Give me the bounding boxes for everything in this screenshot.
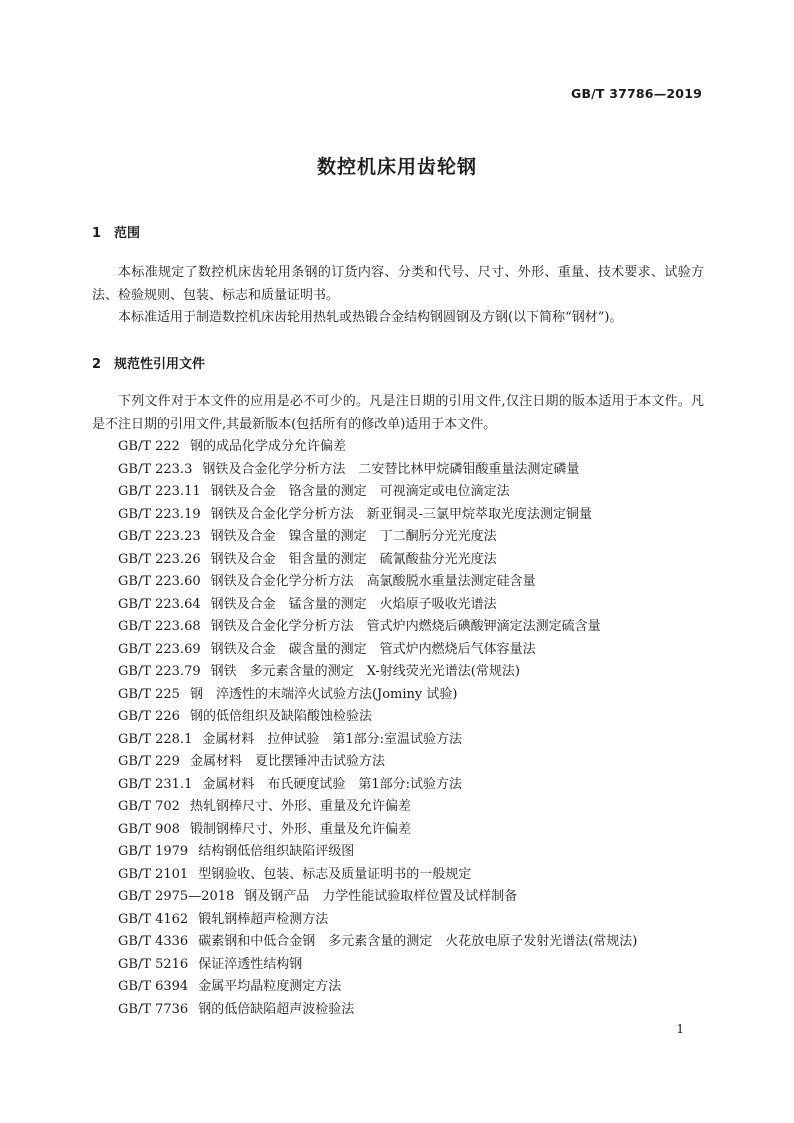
reference-item — [118, 751, 718, 774]
reference-code: GB/T 223.60 — [118, 574, 201, 589]
reference-item — [118, 954, 718, 977]
reference-item — [118, 504, 718, 527]
reference-code: GB/T 908 — [118, 821, 180, 837]
standard-code: GB/T 37786—2019 — [570, 86, 702, 101]
reference-item — [118, 729, 718, 752]
reference-title: 型钢验收、包装、标志及质量证明书的一般规定 — [198, 866, 472, 882]
reference-code: GB/T 4336 — [118, 934, 189, 949]
reference-title: 锻制钢棒尺寸、外形、重量及允许偏差 — [189, 821, 411, 837]
reference-code: GB/T 225 — [118, 686, 180, 702]
reference-code: GB/T 1979 — [118, 844, 189, 859]
reference-title: 金属材料 布氏硬度试验 第1部分:试验方法 — [202, 776, 462, 792]
reference-code: GB/T 228.1 — [118, 731, 193, 747]
reference-title: 钢的低倍组织及缺陷酸蚀检验法 — [189, 709, 372, 724]
reference-title: 钢及钢产品 力学性能试验取样位置及试样制备 — [244, 889, 518, 904]
reference-item — [118, 616, 718, 639]
section-1-paragraph-2: 本标准适用于制造数控机床齿轮用热轧或热锻合金结构钢圆钢及方钢(以下简称“钢材”)。 — [118, 310, 623, 325]
reference-title: 钢铁及合金化学分析方法 新亚铜灵-三氯甲烷萃取光度法测定铜量 — [210, 506, 593, 522]
document-title: 数控机床用齿轮钢 — [316, 156, 477, 178]
reference-item — [118, 684, 718, 707]
reference-title: 钢铁及合金 碳含量的测定 管式炉内燃烧后气体容量法 — [210, 641, 536, 657]
reference-item — [118, 931, 718, 954]
reference-item — [118, 706, 718, 729]
reference-code: GB/T 229 — [118, 754, 180, 769]
reference-title: 钢铁及合金 锰含量的测定 火焰原子吸收光谱法 — [210, 596, 497, 612]
reference-title: 碳素钢和中低合金钢 多元素含量的测定 火花放电原子发射光谱法(常规法) — [198, 934, 638, 949]
reference-title: 结构钢低倍组织缺陷评级图 — [198, 844, 355, 859]
reference-title: 钢铁 多元素含量的测定 X-射线荧光光谱法(常规法) — [210, 664, 520, 679]
reference-code: GB/T 231.1 — [118, 776, 193, 792]
reference-item — [118, 774, 718, 797]
reference-item — [118, 594, 718, 617]
reference-code: GB/T 223.69 — [118, 641, 201, 657]
reference-item — [118, 526, 718, 549]
reference-item — [118, 571, 718, 594]
reference-title: 钢铁及合金 钼含量的测定 硫氰酸盐分光光度法 — [210, 551, 497, 567]
reference-title: 钢的低倍缺陷超声波检验法 — [198, 1001, 355, 1017]
reference-title: 钢铁及合金化学分析方法 管式炉内燃烧后碘酸钾滴定法测定硫含量 — [210, 619, 601, 634]
reference-code: GB/T 226 — [118, 709, 180, 724]
reference-title: 热轧钢棒尺寸、外形、重量及允许偏差 — [189, 799, 411, 814]
reference-code: GB/T 223.26 — [118, 551, 201, 567]
reference-item — [118, 909, 718, 932]
reference-code: GB/T 223.68 — [118, 619, 201, 634]
reference-code: GB/T 6394 — [118, 979, 189, 994]
reference-code: GB/T 223.23 — [118, 529, 201, 544]
reference-item — [118, 819, 718, 842]
reference-title: 钢的成品化学成分允许偏差 — [189, 439, 346, 454]
reference-item — [118, 999, 718, 1022]
reference-item — [118, 976, 718, 999]
reference-item — [118, 639, 718, 662]
reference-title: 金属材料 夏比摆锤冲击试验方法 — [189, 754, 385, 769]
reference-title: 锻轧钢棒超声检测方法 — [198, 911, 329, 927]
reference-item — [118, 436, 718, 459]
reference-title: 钢 淬透性的末端淬火试验方法(Jominy 试验) — [189, 686, 458, 702]
reference-title: 钢铁及合金 镍含量的测定 丁二酮肟分光光度法 — [210, 529, 497, 544]
section-1-heading — [92, 222, 140, 241]
section-2-number: 2 — [92, 357, 102, 372]
reference-item — [118, 661, 718, 684]
reference-item — [118, 864, 718, 887]
reference-code: GB/T 2975—2018 — [118, 889, 235, 904]
reference-code: GB/T 223.19 — [118, 506, 201, 522]
reference-code: GB/T 223.64 — [118, 596, 201, 612]
reference-title: 保证淬透性结构钢 — [198, 956, 303, 972]
reference-code: GB/T 223.11 — [118, 484, 201, 499]
reference-title: 钢铁及合金化学分析方法 高氯酸脱水重量法测定硅含量 — [210, 574, 536, 589]
reference-code: GB/T 223.79 — [118, 664, 201, 679]
section-1-number: 1 — [92, 226, 102, 241]
reference-code: GB/T 5216 — [118, 956, 189, 972]
reference-code: GB/T 2101 — [118, 866, 189, 882]
reference-title: 钢铁及合金 铬含量的测定 可视滴定或电位滴定法 — [210, 484, 510, 499]
reference-item — [118, 841, 718, 864]
section-2-intro: 下列文件对于本文件的应用是必不可少的。凡是注日期的引用文件,仅注日期的版本适用于本文件。凡是不注日期的引用文件,其最新版本(包括所有的修改单)适用于本文件。 — [92, 394, 704, 432]
reference-title: 金属材料 拉伸试验 第1部分:室温试验方法 — [202, 731, 462, 747]
reference-item — [118, 796, 718, 819]
page-number: 1 — [676, 1022, 684, 1036]
reference-code: GB/T 4162 — [118, 911, 189, 927]
reference-title: 钢铁及合金化学分析方法 二安替比林甲烷磷钼酸重量法测定磷量 — [202, 461, 580, 477]
reference-code: GB/T 702 — [118, 799, 180, 814]
reference-item — [118, 886, 718, 909]
section-2-title: 规范性引用文件 — [114, 357, 206, 372]
section-1-title: 范围 — [114, 226, 141, 241]
reference-item — [118, 481, 718, 504]
section-2-heading — [92, 353, 205, 372]
reference-list — [118, 436, 718, 1021]
reference-code: GB/T 223.3 — [118, 461, 193, 477]
reference-code: GB/T 7736 — [118, 1001, 189, 1017]
reference-title: 金属平均晶粒度测定方法 — [198, 979, 342, 994]
reference-item — [118, 459, 718, 482]
reference-code: GB/T 222 — [118, 439, 180, 454]
section-1-paragraph-1: 本标准规定了数控机床齿轮用条钢的订货内容、分类和代号、尺寸、外形、重量、技术要求、试验方法、检验规则、包装、标志和质量证明书。 — [92, 265, 704, 303]
reference-item — [118, 549, 718, 572]
